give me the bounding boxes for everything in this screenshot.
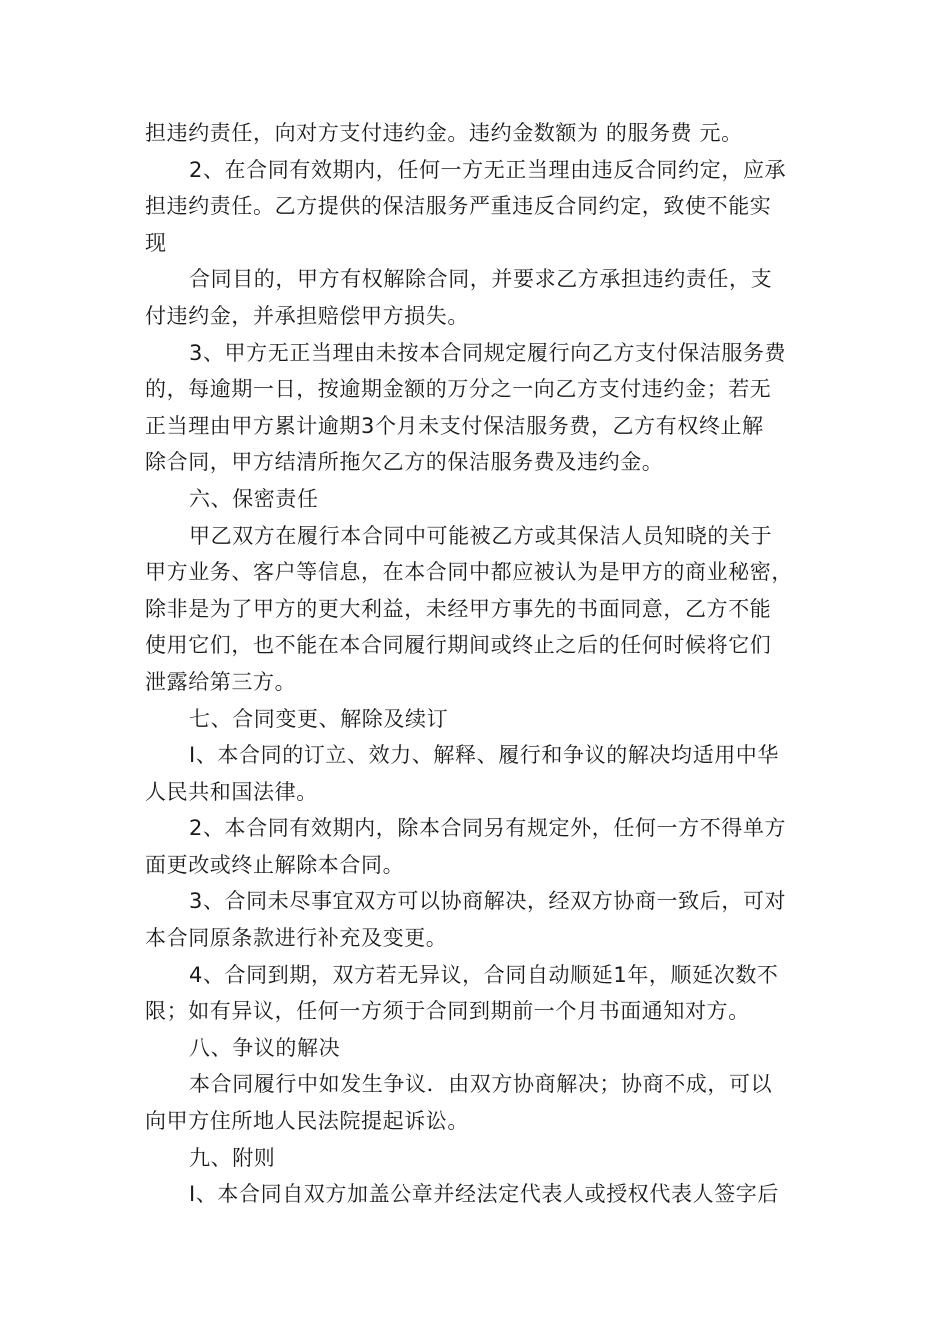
document-body	[145, 115, 810, 1213]
document-text-line: 限；如有异议，任何一方须于合同到期前一个月书面通知对方。	[145, 999, 750, 1024]
document-text-line: 六、保密责任	[189, 486, 319, 511]
document-text-line: 使用它们，也不能在本合同履行期间或终止之后的任何时候将它们	[145, 633, 772, 658]
document-text-line: 向甲方住所地人民法院提起诉讼。	[145, 1109, 469, 1134]
document-text-line: 3、合同未尽事宜双方可以协商解决，经双方协商一致后，可对	[189, 889, 787, 914]
document-text-line: 付违约金，并承担赔偿甲方损失。	[145, 303, 469, 328]
document-text-line: 九、附则	[189, 1145, 276, 1170]
document-text-line: 面更改或终止解除本合同。	[145, 852, 405, 877]
document-text-line: 泄露给第三方。	[145, 669, 297, 694]
document-text-line: I、本合同自双方加盖公章并经法定代表人或授权代表人签字后	[189, 1182, 779, 1207]
document-text-line: 本合同原条款进行补充及变更。	[145, 926, 448, 951]
document-text-line: 3、甲方无正当理由未按本合同规定履行向乙方支付保洁服务费	[189, 340, 787, 365]
document-text-line: 合同目的，甲方有权解除合同，并要求乙方承担违约责任，支	[189, 267, 773, 292]
document-text-line: 2、在合同有效期内，任何一方无正当理由违反合同约定，应承	[189, 157, 787, 182]
document-text-line: 除非是为了甲方的更大利益，未经甲方事先的书面同意，乙方不能	[145, 596, 772, 621]
document-text-line: 担违约责任。乙方提供的保洁服务严重违反合同约定，致使不能实	[145, 194, 772, 219]
document-text-line: 七、合同变更、解除及续订	[189, 706, 449, 731]
document-text-line: 的，每逾期一日，按逾期金额的万分之一向乙方支付违约金；若无	[145, 377, 772, 402]
document-text-line: 除合同，甲方结清所拖欠乙方的保洁服务费及违约金。	[145, 450, 664, 475]
document-text-line: 2、本合同有效期内，除本合同另有规定外，任何一方不得单方	[189, 816, 787, 841]
document-text-line: 人民共和国法律。	[145, 779, 318, 804]
document-text-line: 担违约责任，向对方支付违约金。违约金数额为 的服务费 元。	[145, 121, 743, 145]
document-text-line: 现	[145, 230, 167, 255]
document-text-line: 八、争议的解决	[189, 1035, 341, 1060]
document-text-line: 甲乙双方在履行本合同中可能被乙方或其保洁人员知晓的关于	[189, 523, 773, 548]
document-text-line: I、本合同的订立、效力、解释、履行和争议的解决均适用中华	[189, 743, 779, 768]
document-text-line: 本合同履行中如发生争议．由双方协商解决；协商不成，可以	[189, 1072, 773, 1097]
document-text-line: 甲方业务、客户等信息，在本合同中都应被认为是甲方的商业秘密，	[145, 560, 793, 585]
document-text-line: 正当理由甲方累计逾期3个月未支付保洁服务费，乙方有权终止解	[145, 413, 764, 438]
document-text-line: 4、合同到期，双方若无异议，合同自动顺延1年，顺延次数不	[189, 962, 779, 987]
